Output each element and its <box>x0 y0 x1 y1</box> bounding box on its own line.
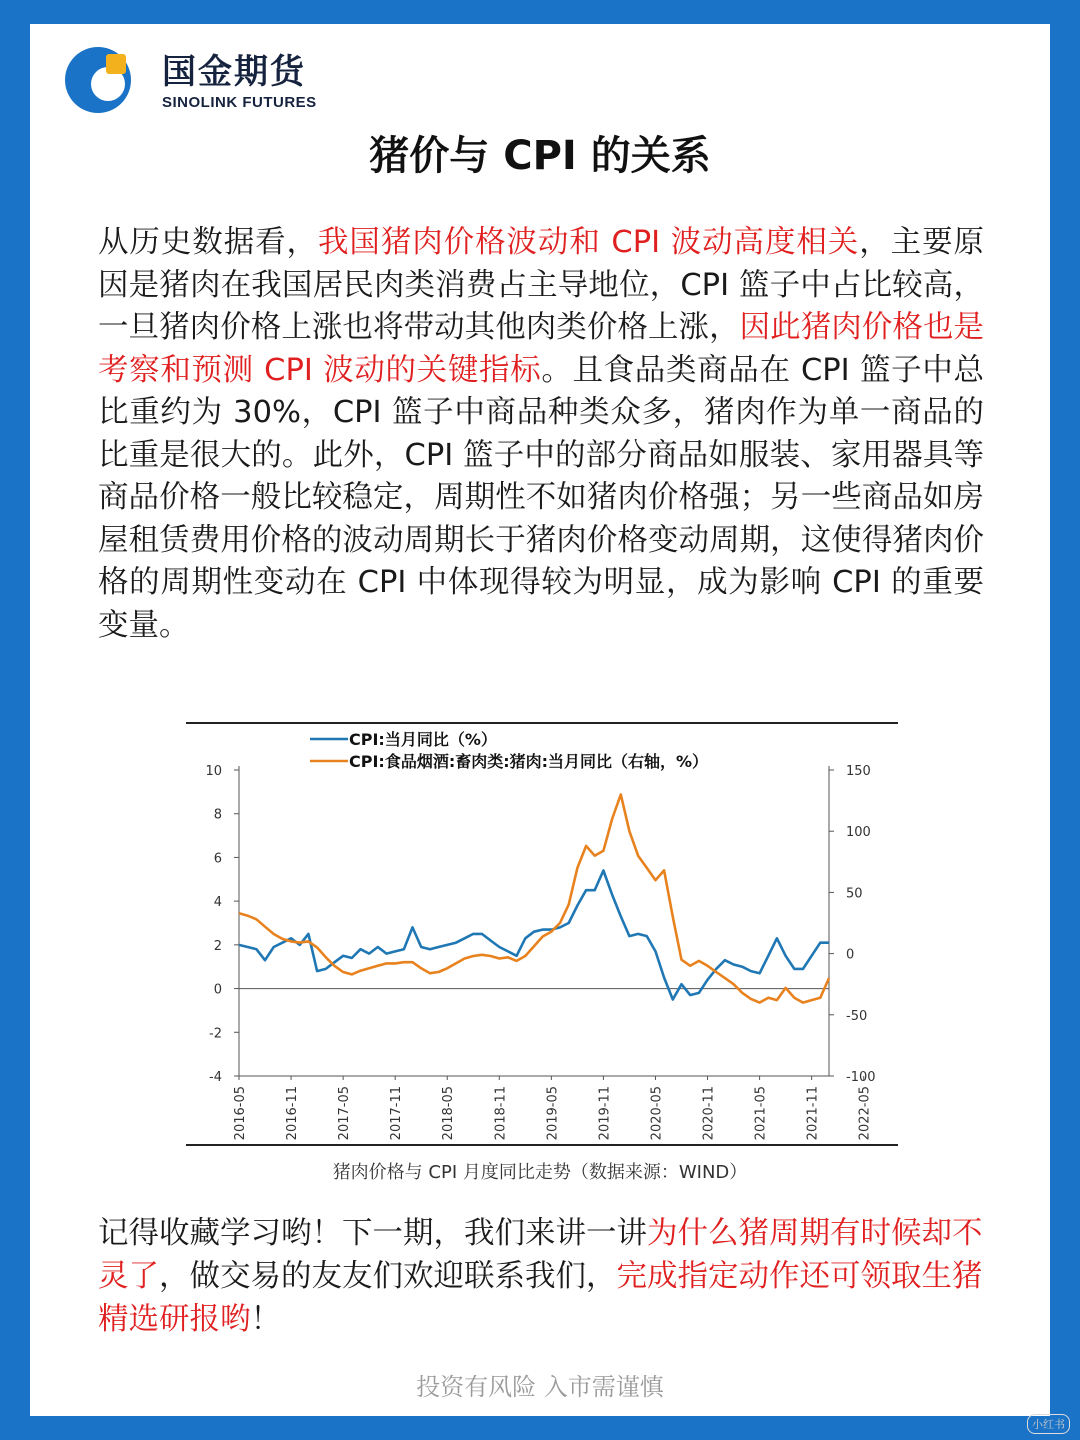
body-paragraph <box>98 222 984 647</box>
body-text-segment: 因此猪肉价格也是考察和预测 CPI 波动的关键指标 <box>98 310 984 388</box>
outro-text-segment: ！ <box>250 1302 281 1337</box>
pork-series-line <box>239 795 829 1003</box>
watermark: 小红书 <box>1027 1414 1070 1434</box>
y-left-tick-label: 0 <box>213 982 222 998</box>
cpi-series-line <box>239 871 829 1000</box>
y-left-tick-label: 2 <box>213 938 222 954</box>
y-left-tick-label: 10 <box>205 764 222 779</box>
y-right-tick-label: 50 <box>846 886 863 902</box>
x-tick-label: 2019-11 <box>597 1086 613 1141</box>
x-tick-label: 2017-11 <box>389 1086 405 1141</box>
y-left-tick-label: 8 <box>213 807 222 823</box>
brand-name-en: SINOLINK FUTURES <box>162 94 317 111</box>
y-right-tick-label: 0 <box>846 947 855 963</box>
x-tick-label: 2017-05 <box>337 1086 353 1141</box>
body-text-segment: 从历史数据看， <box>98 225 318 260</box>
x-tick-label: 2021-05 <box>753 1086 769 1141</box>
x-tick-label: 2016-05 <box>233 1086 248 1141</box>
chart-caption: 猪肉价格与 CPI 月度同比走势（数据来源：WIND） <box>332 1162 748 1183</box>
y-right-tick-label: -50 <box>846 1008 868 1024</box>
brand-logo <box>58 38 358 118</box>
y-left-tick-label: -4 <box>209 1070 222 1085</box>
legend-label: CPI:食品烟酒:畜肉类:猪肉:当月同比（右轴，%） <box>349 752 709 771</box>
x-tick-label: 2016-11 <box>285 1086 301 1141</box>
y-right-tick-label: -100 <box>846 1070 876 1085</box>
content-card <box>30 24 1050 1416</box>
x-tick-label: 2021-11 <box>805 1086 821 1141</box>
outro-text-segment: ，做交易的友友们欢迎联系我们， <box>159 1259 617 1294</box>
outro-text-segment: 完成指定动作还可领取生猪精选研报哟 <box>98 1259 983 1337</box>
y-left-tick-label: 6 <box>213 851 222 867</box>
legend-label: CPI:当月同比（%） <box>349 730 497 749</box>
sinolink-logo-icon <box>58 38 150 118</box>
outro-text-segment: 记得收藏学习哟！下一期，我们来讲一讲 <box>98 1216 647 1251</box>
body-text-segment: 我国猪肉价格波动和 CPI 波动高度相关 <box>317 225 860 260</box>
outro-paragraph <box>98 1212 988 1341</box>
outro-text-segment: 为什么猪周期有时候却不灵了 <box>98 1216 983 1294</box>
x-tick-label: 2018-05 <box>441 1086 457 1141</box>
body-text-segment: 。且食品类商品在 CPI 篮子中总比重约为 30%，CPI 篮子中商品种类众多，猪肉作为单一商品的比重是很大的。此外，CPI 篮子中的部分商品如服装、家用器具等商品价格一般比较稳定，周期性不如猪肉价格强；另一些商品如房屋租赁费用价格的波动周期长于猪肉价格变动周期，这使得猪肉价格的周期性变动在 CPI 中体现得较为明显，成为影响 CPI 的重要变量。 <box>98 352 984 643</box>
y-right-tick-label: 150 <box>846 764 871 779</box>
x-tick-label: 2020-11 <box>701 1086 717 1141</box>
body-text-segment: ，主要原因是猪肉在我国居民肉类消费占主导地位，CPI 篮子中占比较高，一旦猪肉价格上涨也将带动其他肉类价格上涨， <box>98 225 985 345</box>
risk-disclaimer: 投资有风险 入市需谨慎 <box>416 1373 664 1401</box>
y-right-tick-label: 100 <box>846 825 871 841</box>
brand-name-cn: 国金期货 <box>162 52 306 92</box>
cpi-pork-line-chart <box>186 720 898 1148</box>
x-tick-label: 2018-11 <box>493 1086 509 1141</box>
y-left-tick-label: 4 <box>213 895 222 911</box>
x-tick-label: 2020-05 <box>649 1086 665 1141</box>
page-title: 猪价与 CPI 的关系 <box>369 133 711 179</box>
x-tick-label: 2022-05 <box>857 1086 873 1141</box>
y-left-tick-label: -2 <box>209 1026 222 1042</box>
x-tick-label: 2019-05 <box>545 1086 561 1141</box>
